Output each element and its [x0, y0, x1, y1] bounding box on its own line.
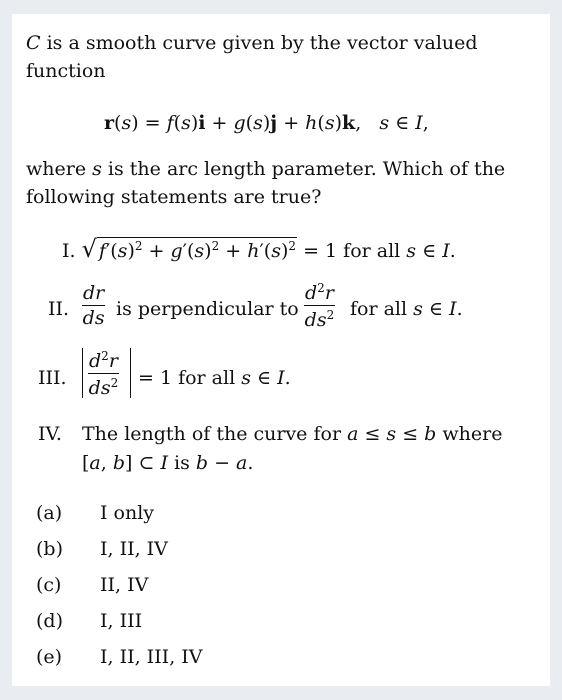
option-d-text: I, III [100, 610, 143, 632]
statement-ii-mid: is perpendicular to [116, 298, 299, 320]
statement-ii-tail: for all s ∈ I. [350, 298, 463, 320]
option-b-text: I, II, IV [100, 538, 168, 560]
question-line-1: where s is the arc length parameter. Which of the [26, 158, 506, 180]
option-e-text: I, II, III, IV [100, 646, 203, 668]
option-c-text: II, IV [100, 574, 149, 596]
statement-iv-label: IV. [38, 423, 62, 445]
option-b-letter: (b) [36, 538, 63, 560]
d2r-ds2-fraction: $\frac{d^2r}{ds^2}$ [304, 281, 335, 331]
dr-ds-fraction: $\frac{dr}{ds}$ [82, 282, 105, 329]
statement-iv-line-1: The length of the curve for a ≤ s ≤ b where [82, 423, 503, 445]
statement-i: I. √ $f'(s)^2 + g'(s)^2 + h'(s)^2 = 1$ for all s ∈ I. [62, 235, 456, 263]
option-a-text: I only [100, 502, 155, 524]
abs-bar-right [130, 348, 131, 398]
statement-iii-tail: = 1 for all s ∈ I. [138, 367, 291, 389]
intro-line-2: function [26, 60, 106, 82]
intro-line-1: C is a smooth curve given by the vector valued [26, 32, 478, 54]
question-card [12, 14, 550, 686]
option-e-letter: (e) [36, 646, 63, 668]
abs-bar-left [82, 348, 83, 398]
statement-iii-label: III. [38, 367, 67, 389]
statement-iv-line-2: [a, b] ⊂ I is b − a. [82, 452, 254, 474]
question-line-2: following statements are true? [26, 186, 322, 208]
option-a-letter: (a) [36, 502, 63, 524]
option-c-letter: (c) [36, 574, 62, 596]
vector-function-equation: r(s) = f(s)i + g(s)j + h(s)k, s ∈ I, [104, 112, 429, 134]
option-d-letter: (d) [36, 610, 63, 632]
d2r-ds2-abs-fraction: $\frac{d^2r}{ds^2}$ [88, 349, 119, 399]
statement-ii-label: II. [48, 298, 70, 320]
